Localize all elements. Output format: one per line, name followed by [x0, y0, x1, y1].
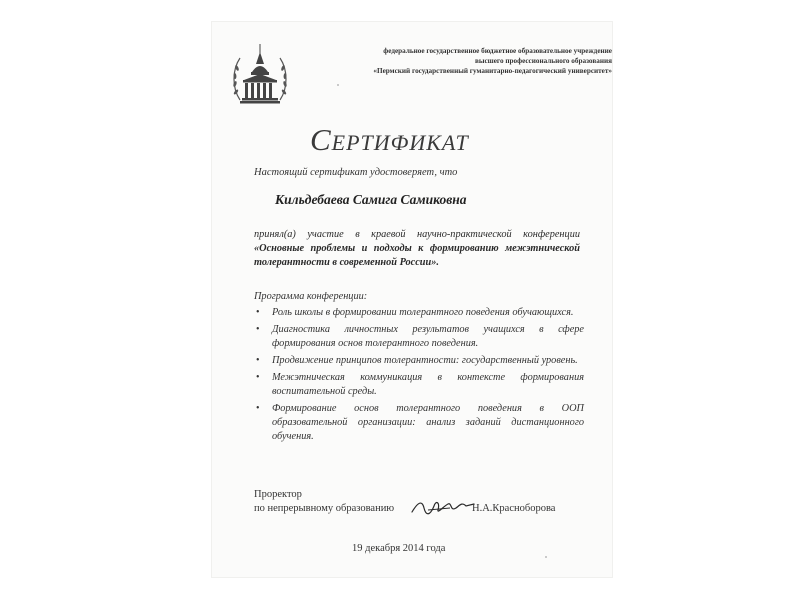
handwritten-signature: [410, 496, 476, 518]
program-item: [254, 371, 584, 399]
certificate-title: Сертификат: [310, 122, 469, 157]
certificate-intro: Настоящий сертификат удостоверяет, что: [254, 167, 458, 178]
institution-line: федеральное государственное бюджетное образовательное учреждение: [383, 47, 612, 55]
program-item-text: Формирование основ толерантного поведения в ООП образовательной организации: анализ заданий дистанционного обучения.: [272, 403, 584, 442]
recipient-name: Кильдебаева Самига Самиковна: [275, 192, 467, 207]
scan-speck: [545, 556, 547, 558]
signatory-name: Н.А.Красноборова: [472, 503, 556, 514]
participation-prefix: принял(а) участие в краевой научно-практической конференции: [254, 229, 580, 240]
participation-text: [254, 228, 580, 270]
program-item: [254, 402, 584, 444]
university-logo-icon: [230, 40, 290, 112]
program-item-text: Продвижение принципов толерантности: государственный уровень.: [272, 355, 578, 366]
program-heading: Программа конференции:: [254, 291, 368, 302]
certificate-date: 19 декабря 2014 года: [352, 543, 446, 554]
signatory-role: Проректор: [254, 489, 302, 500]
program-item-text: Межэтническая коммуникация в контексте формирования воспитательной среды.: [272, 372, 584, 397]
program-item: [254, 306, 584, 320]
bullet-icon: •: [256, 403, 260, 414]
institution-line: высшего профессионального образования: [474, 57, 612, 65]
bullet-icon: •: [256, 372, 260, 383]
institution-line: «Пермский государственный гуманитарно-педагогический университет»: [373, 67, 612, 75]
program-item-text: Диагностика личностных результатов учащихся в сфере формирования основ толерантного поведения.: [272, 324, 584, 349]
bullet-icon: •: [256, 355, 260, 366]
institution-name: [296, 46, 612, 76]
signatory-role-detail: по непрерывному образованию: [254, 503, 395, 514]
bullet-icon: •: [256, 324, 260, 335]
bullet-icon: •: [256, 307, 260, 318]
program-list: [254, 306, 584, 447]
program-item: [254, 323, 584, 351]
scan-speck: [337, 84, 339, 86]
program-item-text: Роль школы в формировании толерантного поведения обучающихся.: [272, 307, 574, 318]
program-item: [254, 354, 584, 368]
conference-name: «Основные проблемы и подходы к формированию межэтнической толерантности в современной России».: [254, 243, 580, 268]
